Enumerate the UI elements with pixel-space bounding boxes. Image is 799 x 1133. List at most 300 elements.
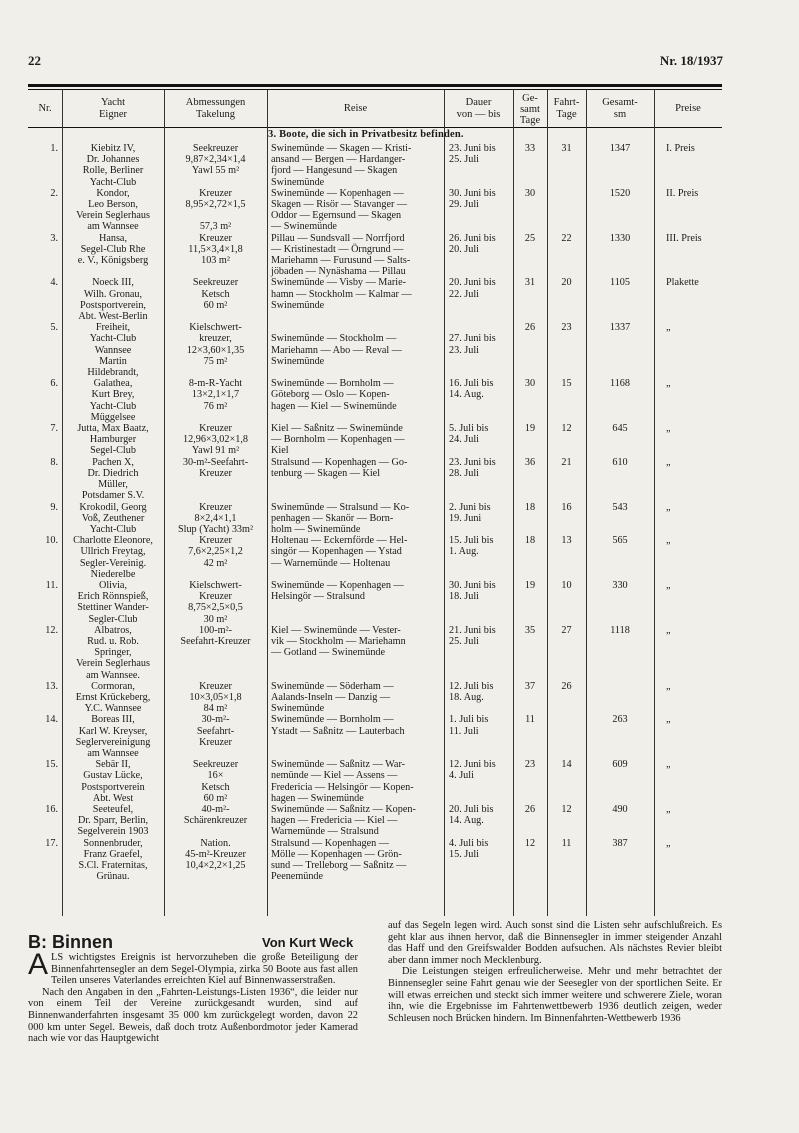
cell-abmessungen-line: Kreuzer (199, 501, 232, 513)
cell-dauer-line: 30. Juni bis (449, 187, 496, 199)
cell-reise (267, 625, 444, 681)
table-row (28, 188, 722, 233)
cell-nr: 2. (50, 187, 58, 199)
cell-yacht-line: Wilh. Gronau, (83, 288, 143, 300)
cell-reise-line: sund — Trelleborg — Saßnitz — (271, 860, 407, 871)
cell-abmessungen (164, 423, 267, 457)
cell-abmessungen-line: Slup (Yacht) 33m² (177, 523, 254, 535)
cell-yacht-line: Karl W. Kreyser, (78, 725, 148, 737)
cell-fahrt-tage: 26 (561, 680, 572, 692)
cell-yacht-line: Segel-Club Rhe (80, 243, 146, 255)
cell-abmessungen-line: Ketsch (201, 288, 230, 300)
cell-yacht-line: Abt. West (92, 792, 134, 804)
cell-dauer-line: 15. Juli bis (449, 535, 494, 547)
cell-gesamt-sm: 609 (612, 759, 628, 771)
cell-yacht-line: Segel-Club (90, 445, 136, 457)
cell-reise-line: Swinemünde — Stockholm — (271, 333, 397, 345)
cell-reise-line: Swinemünde (271, 176, 325, 188)
cell-abmessungen-line: 16× (207, 770, 224, 782)
header-preise: Preise (675, 103, 701, 114)
cell-yacht-line: Müggelsee (90, 411, 136, 423)
cell-dauer-line: 5. Juli bis (449, 423, 489, 435)
cell-yacht-line: Kurt Brey, (91, 389, 135, 401)
cell-reise-line: Mölle — Kopenhagen — Grön- (271, 848, 402, 860)
cell-dauer-line: 11. Juli (449, 725, 479, 737)
cell-reise-line: Holtenau — Eckernförde — Hel- (271, 535, 408, 547)
cell-abmessungen (164, 714, 267, 759)
cell-reise (267, 580, 444, 625)
cell-yacht-line: Seglervereinigung (75, 736, 151, 748)
cell-yacht-line: Müller, (98, 479, 128, 491)
cell-reise-line: Swinemünde — Bornholm — (271, 714, 394, 726)
cell-fahrt-tage: 27 (561, 624, 572, 636)
cell-abmessungen (164, 580, 267, 625)
cell-dauer (444, 143, 513, 188)
cell-gesamt-sm: 645 (612, 423, 628, 435)
cell-yacht-line: Segelverein 1903 (77, 826, 149, 838)
cell-preis: „ (666, 378, 671, 390)
cell-reise-line: hagen — Swinemünde (271, 792, 364, 804)
cell-dauer (444, 681, 513, 715)
cell-dauer (444, 804, 513, 838)
cell-dauer-line: 21. Juni bis (449, 624, 496, 636)
cell-abmessungen-line: Kreuzer (199, 423, 232, 435)
top-rule-thin (28, 89, 722, 90)
cell-abmessungen (164, 804, 267, 838)
cell-reise-line: Pillau — Sundsvall — Norrfjord (271, 232, 405, 244)
cell-yacht-line: Yacht-Club (89, 523, 137, 535)
cell-dauer-line: 19. Juni (449, 512, 482, 524)
cell-nr: 14. (45, 714, 58, 726)
cell-yacht (62, 804, 164, 838)
drop-cap: A (28, 948, 49, 981)
cell-yacht-line: Erich Rönnspieß, (77, 591, 149, 603)
cell-reise-line: Stralsund — Kopenhagen — Go- (271, 456, 408, 468)
cell-yacht-line: Krokodil, Georg (79, 501, 147, 513)
cell-abmessungen-line: 103 m² (201, 255, 230, 267)
cell-abmessungen (164, 322, 267, 378)
cell-yacht-line: Jutta, Max Baatz, (77, 423, 149, 435)
cell-dauer (444, 233, 513, 278)
cell-yacht-line: Galathea, (93, 378, 133, 390)
cell-abmessungen (164, 502, 267, 536)
cell-yacht-line: Olivia, (98, 579, 127, 591)
cell-yacht-line: Franz Graefel, (83, 848, 143, 860)
cell-yacht-line: Springer, (94, 647, 132, 659)
cell-preis: „ (666, 579, 671, 591)
cell-yacht-line: Dr. Sparr, Berlin, (77, 815, 149, 827)
cell-reise-line: — Bornholm — Kopenhagen — (271, 434, 405, 446)
cell-yacht-line: Sebär II, (95, 759, 131, 771)
cell-preis: „ (666, 624, 671, 636)
cell-dauer-line: 20. Juni bis (449, 277, 496, 289)
cell-gesamt-sm: 565 (612, 535, 628, 547)
cell-gesamt-sm: 1337 (609, 322, 631, 334)
cell-preis: „ (666, 456, 671, 468)
cell-dauer-line: 4. Juli bis (449, 837, 489, 849)
cell-reise-line: jöbaden — Nynäshama — Pillau (271, 266, 406, 278)
cell-yacht-line: Niederelbe (90, 568, 136, 580)
cell-abmessungen-line: Kreuzer (199, 535, 232, 547)
table-row (28, 378, 722, 423)
cell-fahrt-tage (547, 188, 586, 233)
cell-abmessungen-line: Kreuzer (199, 736, 232, 748)
cell-reise (267, 233, 444, 278)
cell-yacht-line: Leo Berson, (88, 199, 138, 211)
cell-fahrt-tage: 21 (561, 456, 572, 468)
cell-reise-line: nemünde — Kiel — Assens — (271, 770, 398, 782)
cell-dauer (444, 277, 513, 322)
table-row (28, 580, 722, 625)
cell-fahrt-tage: 22 (561, 232, 572, 244)
cell-reise-line: Stralsund — Kopenhagen — (271, 837, 389, 849)
cell-yacht-line: am Wannsee (87, 747, 139, 759)
cell-yacht-line: Charlotte Eleonore, (73, 535, 153, 547)
cell-abmessungen-line: Kreuzer (199, 591, 232, 603)
cell-yacht-line: Postsportverein (81, 781, 145, 793)
cell-abmessungen-line: 8×2,4×1,1 (194, 512, 237, 524)
cell-reise (267, 714, 444, 759)
cell-nr: 16. (45, 803, 58, 815)
cell-abmessungen-line: Kreuzer (199, 232, 232, 244)
cell-dauer-line: 22. Juli (449, 288, 480, 300)
cell-yacht (62, 681, 164, 715)
cell-reise-line: — Gotland — Swinemünde (271, 647, 386, 659)
cell-yacht (62, 502, 164, 536)
cell-preis: III. Preis (666, 232, 702, 244)
table-row (28, 838, 722, 883)
cell-reise (267, 535, 444, 580)
cell-reise-line: Kiel (271, 445, 289, 457)
cell-yacht-line: Seeteufel, (92, 803, 134, 815)
cell-reise-line: Kiel — Saßnitz — Swinemünde (271, 423, 403, 435)
cell-preis: „ (666, 680, 671, 692)
cell-abmessungen-line: 9,87×2,34×1,4 (185, 154, 246, 166)
cell-gesamt-sm: 543 (612, 501, 628, 513)
cell-yacht-line: Grünau. (96, 871, 130, 883)
cell-dauer (444, 625, 513, 681)
cell-reise (267, 502, 444, 536)
table-row (28, 502, 722, 536)
cell-reise (267, 457, 444, 502)
cell-reise-line: Helsingör — Stralsund (271, 591, 365, 603)
cell-abmessungen-line: Nation. (200, 837, 231, 849)
article-title: B: Binnen (28, 932, 113, 952)
cell-abmessungen-line: Kreuzer (199, 467, 232, 479)
cell-reise (267, 143, 444, 188)
cell-yacht-line: Boreas III, (91, 714, 135, 726)
cell-fahrt-tage: 23 (561, 322, 572, 334)
paragraph: auf das Segeln legen wird. Auch sonst sind die Listen sehr aufschlußreich. Es geht klar aus ihnen hervor, daß die Binnensegler in immer steigender Anzahl das Haff und den Greifswalder Bodden aufsuchen. Als nächstes Revier bleibt aber dann immer noch Mecklenburg. (388, 920, 722, 966)
cell-yacht (62, 188, 164, 233)
cell-dauer-line: 16. Juli bis (449, 378, 494, 390)
cell-fahrt-tage: 13 (561, 535, 572, 547)
cell-nr: 7. (50, 423, 58, 435)
table-row (28, 759, 722, 804)
cell-reise (267, 759, 444, 804)
cell-yacht-line: Y.C. Wannsee (84, 703, 142, 715)
cell-fahrt-tage: 10 (561, 579, 572, 591)
cell-nr: 3. (50, 232, 58, 244)
cell-gesamt-tage: 33 (524, 143, 536, 154)
cell-abmessungen (164, 838, 267, 883)
header-rule (28, 127, 722, 128)
cell-dauer (444, 457, 513, 502)
cell-abmessungen (164, 143, 267, 188)
cell-reise-line: fjord — Hangesund — Skagen (271, 165, 398, 177)
cell-reise-line: — Swinemünde (271, 221, 337, 233)
cell-abmessungen-line: Kielschwert- (189, 579, 242, 591)
cell-nr: 10. (45, 535, 58, 547)
header-yacht: Yacht Eigner (99, 97, 127, 120)
cell-dauer-line: 2. Juni bis (449, 501, 491, 513)
table-row (28, 535, 722, 580)
cell-reise-line: Kiel — Swinemünde — Vester- (271, 624, 401, 636)
header-gesamt-sm: Gesamt- sm (602, 97, 638, 120)
cell-gesamt-sm: 1330 (609, 232, 631, 244)
cell-gesamt-tage: 12 (524, 837, 536, 849)
cell-dauer (444, 759, 513, 804)
cell-preis: „ (666, 803, 671, 815)
cell-yacht-line: Freiheit, (95, 322, 131, 334)
cell-preis: „ (666, 322, 671, 334)
cell-fahrt-tage: 15 (561, 378, 572, 390)
cell-abmessungen-line (164, 210, 267, 221)
cell-reise-line: Swinemünde — Saßnitz — War- (271, 759, 406, 771)
cell-reise-line: hamn — Stockholm — Kalmar — (271, 288, 412, 300)
table-row (28, 714, 722, 759)
cell-gesamt-sm: 387 (612, 837, 628, 849)
cell-abmessungen-line: 84 m² (203, 703, 228, 715)
cell-reise (267, 804, 444, 838)
header-gesamt-tage: Ge- samt Tage (519, 92, 541, 126)
cell-reise (267, 378, 444, 423)
cell-gesamt-tage: 26 (524, 803, 536, 815)
cell-yacht-line: Abt. West-Berlin (78, 311, 148, 323)
cell-gesamt-tage: 35 (524, 624, 536, 636)
cell-abmessungen-line: 10,4×2,2×1,25 (185, 860, 246, 871)
cell-nr: 11. (45, 579, 58, 591)
cell-yacht-line: Gustav Lücke, (83, 770, 143, 782)
cell-yacht (62, 759, 164, 804)
cell-yacht (62, 233, 164, 278)
cell-dauer-line (449, 322, 513, 333)
cell-abmessungen-line: 10×3,05×1,8 (189, 691, 242, 703)
cell-reise-line: hagen — Kiel — Swinemünde (271, 400, 397, 412)
table-row (28, 457, 722, 502)
cell-dauer-line: 30. Juni bis (449, 579, 496, 591)
cell-preis: II. Preis (666, 187, 699, 199)
cell-fahrt-tage (547, 714, 586, 759)
cell-reise-line: Swinemünde (271, 299, 325, 311)
cell-dauer-line: 26. Juni bis (449, 232, 496, 244)
cell-dauer-line: 14. Aug. (449, 389, 484, 401)
cell-dauer-line: 1. Aug. (449, 546, 479, 558)
cell-reise-line: Swinemünde — Stralsund — Ko- (271, 501, 410, 513)
cell-abmessungen-line: 60 m² (203, 792, 228, 804)
cell-reise-line: ansand — Bergen — Hardanger- (271, 154, 406, 166)
cell-fahrt-tage: 20 (561, 277, 572, 289)
cell-yacht-line: Dr. Johannes (86, 154, 140, 166)
cell-dauer-line: 23. Juli (449, 344, 480, 356)
cell-dauer (444, 378, 513, 423)
cell-abmessungen-line: 42 m² (203, 557, 228, 569)
cell-gesamt-tage: 18 (524, 535, 536, 547)
cell-gesamt-sm: 1347 (609, 143, 631, 154)
cell-yacht (62, 838, 164, 883)
cell-nr: 6. (50, 378, 58, 390)
cell-abmessungen-line: Yawl 91 m² (191, 445, 240, 457)
cell-reise (267, 681, 444, 715)
paragraph: Nach den Angaben in den „Fahrten-Leistungs-Listen 1936“, die leider nur von einem Teil der Vereine zurückgesandt wurden, sind auf Binnenwanderfahrten insgesamt 35 000 km zurückgelegt worden, davon 22 000 km unter Segel. Beweis, daß doch trotz Außenbordmotor jeder Kamerad nach wie vor das Hauptgewicht (28, 986, 358, 1045)
cell-reise-line: Skagen — Risör — Stavanger — (271, 199, 408, 211)
cell-dauer-line: 4. Juli (449, 770, 474, 782)
cell-gesamt-sm: 1520 (609, 187, 631, 199)
cell-nr: 1. (50, 143, 58, 154)
table-row (28, 423, 722, 457)
cell-dauer-line: 14. Aug. (449, 815, 484, 827)
cell-reise-line: Swinemünde — Kopenhagen — (271, 579, 404, 591)
cell-reise-line: Peenemünde (271, 871, 324, 883)
cell-yacht-line: Yacht-Club (89, 176, 137, 188)
cell-gesamt-sm: 1118 (610, 624, 630, 636)
cell-reise-line: Swinemünde — Bornholm — (271, 378, 394, 390)
cell-yacht-line: Albatros, (94, 624, 132, 636)
cell-reise-line (271, 322, 440, 333)
cell-yacht-line: Segler-Club (88, 613, 138, 625)
cell-dauer-line: 20. Juli (449, 243, 480, 255)
cell-yacht (62, 580, 164, 625)
cell-gesamt-tage: 25 (524, 232, 536, 244)
cell-yacht-line: Kiebitz IV, (90, 143, 136, 154)
cell-yacht-line: Ernst Krückeberg, (75, 691, 151, 703)
cell-gesamt-sm: 610 (612, 456, 628, 468)
cell-dauer-line: 18. Aug. (449, 691, 484, 703)
cell-dauer (444, 838, 513, 883)
cell-abmessungen-line: 76 m² (203, 400, 228, 412)
cell-dauer-line: 1. Juli bis (449, 714, 489, 726)
cell-yacht-line: Verein Seglerhaus (76, 210, 150, 222)
cell-abmessungen-line: 12,96×3,02×1,8 (183, 434, 248, 446)
cell-dauer (444, 535, 513, 580)
cell-abmessungen-line: 8,95×2,72×1,5 (185, 199, 246, 211)
cell-yacht-line: S.Cl. Fraternitas, (78, 860, 148, 871)
cell-reise-line: Swinemünde (271, 355, 325, 367)
cell-abmessungen-line: 40-m²- (201, 803, 230, 815)
cell-reise-line: — Kristinestadt — Örngrund — (271, 243, 404, 255)
cell-nr: 13. (45, 680, 58, 692)
cell-abmessungen-line: Ketsch (201, 781, 230, 793)
table-row (28, 277, 722, 322)
cell-abmessungen (164, 378, 267, 423)
cell-reise-line: Mariehamn — Furusund — Salts- (271, 255, 411, 267)
cell-dauer-line: 28. Juli (449, 467, 480, 479)
cell-reise-line: holm — Swinemünde (271, 523, 361, 535)
cell-yacht-line: Voß, Zeuthener (81, 512, 145, 524)
cell-reise-line: Mariehamn — Abo — Reval — (271, 344, 402, 356)
cell-yacht-line: Ullrich Freytag, (80, 546, 146, 558)
cell-preis: „ (666, 535, 671, 547)
cell-reise-line: singör — Kopenhagen — Ystad (271, 546, 402, 558)
cell-dauer-line: 15. Juli (449, 848, 480, 860)
cell-abmessungen (164, 233, 267, 278)
cell-yacht-line: e. V., Königsberg (77, 255, 149, 267)
table-row (28, 804, 722, 838)
cell-fahrt-tage: 12 (561, 423, 572, 435)
cell-preis: I. Preis (666, 143, 695, 154)
cell-abmessungen-line: 45-m²-Kreuzer (185, 848, 246, 860)
cell-gesamt-sm: 1105 (610, 277, 630, 289)
cell-gesamt-tage: 31 (524, 277, 536, 289)
cell-abmessungen-line: Seekreuzer (192, 143, 239, 154)
cell-abmessungen-line: Yawl 55 m² (191, 165, 240, 177)
cell-abmessungen-line: 12×3,60×1,35 (186, 344, 245, 356)
cell-abmessungen-line: 13×2,1×1,7 (191, 389, 240, 401)
header-nr: Nr. (38, 103, 52, 114)
cell-abmessungen-line: Kielschwert- (189, 322, 242, 334)
cell-reise-line: Göteborg — Oslo — Kopen- (271, 389, 390, 401)
cell-abmessungen (164, 535, 267, 580)
cell-yacht-line: Sonnenbruder, (83, 837, 143, 849)
cell-reise-line: Swinemünde — Söderham — (271, 680, 394, 692)
cell-preis: „ (666, 423, 671, 435)
cell-yacht (62, 143, 164, 188)
cell-gesamt-sm (586, 681, 654, 715)
header-abmessungen: Abmessungen Takelung (185, 97, 246, 120)
cell-reise-line: tenburg — Skagen — Kiel (271, 467, 381, 479)
cell-preis: „ (666, 759, 671, 771)
cell-dauer-line: 25. Juli (449, 635, 480, 647)
cell-nr: 8. (50, 456, 58, 468)
cell-abmessungen-line: 7,6×2,25×1,2 (188, 546, 243, 558)
table-row (28, 625, 722, 681)
cell-abmessungen-line: 8,75×2,5×0,5 (188, 602, 243, 614)
cell-gesamt-tage: 11 (525, 714, 535, 726)
cell-reise-line: vik — Stockholm — Mariehamn (271, 635, 406, 647)
cell-reise (267, 838, 444, 883)
cell-reise-line: Swinemünde — Visby — Marie- (271, 277, 407, 289)
cell-reise-line: Swinemünde — Saßnitz — Kopen- (271, 803, 416, 815)
cell-dauer-line: 23. Juni bis (449, 143, 496, 154)
cell-fahrt-tage: 12 (561, 803, 572, 815)
cell-nr: 4. (50, 277, 58, 289)
paragraph: ALS wichtigstes Ereignis ist hervorzuheben die große Beteiligung der Binnenfahrtensegler an dem Segel-Olympia, zirka 50 Boote aus fast allen Teilen unseres Vaterlandes erreichten Kiel auf Binnenwasserstraßen. (28, 948, 358, 987)
cell-dauer (444, 580, 513, 625)
cell-abmessungen-line: Seefahrt- (196, 725, 235, 737)
cell-reise-line: Aalands-Inseln — Danzig — (271, 691, 391, 703)
cell-reise-line: hagen — Fredericia — Kiel — (271, 815, 398, 827)
cell-abmessungen-line: 30-m²-Seefahrt- (182, 456, 249, 468)
cell-gesamt-tage: 37 (524, 680, 536, 692)
cell-dauer (444, 322, 513, 378)
cell-yacht (62, 277, 164, 322)
cell-gesamt-sm: 263 (612, 714, 628, 726)
cell-reise-line: Swinemünde (271, 703, 325, 715)
cell-abmessungen (164, 759, 267, 804)
cell-yacht-line: Yacht-Club (89, 400, 137, 412)
cell-nr: 9. (50, 501, 58, 513)
cell-yacht-line: Noeck III, (92, 277, 134, 289)
cell-yacht-line: Dr. Diedrich (87, 467, 139, 479)
cell-yacht-line: Postsportverein, (80, 299, 146, 311)
cell-reise-line: — Warnemünde — Holtenau (271, 557, 391, 569)
header-dauer: Dauer von — bis (456, 97, 501, 120)
cell-yacht-line: Verein Seglerhaus (76, 658, 150, 670)
cell-yacht (62, 378, 164, 423)
cell-abmessungen-line: Seefahrt-Kreuzer (180, 635, 251, 647)
cell-abmessungen (164, 625, 267, 681)
cell-gesamt-tage: 36 (524, 456, 536, 468)
